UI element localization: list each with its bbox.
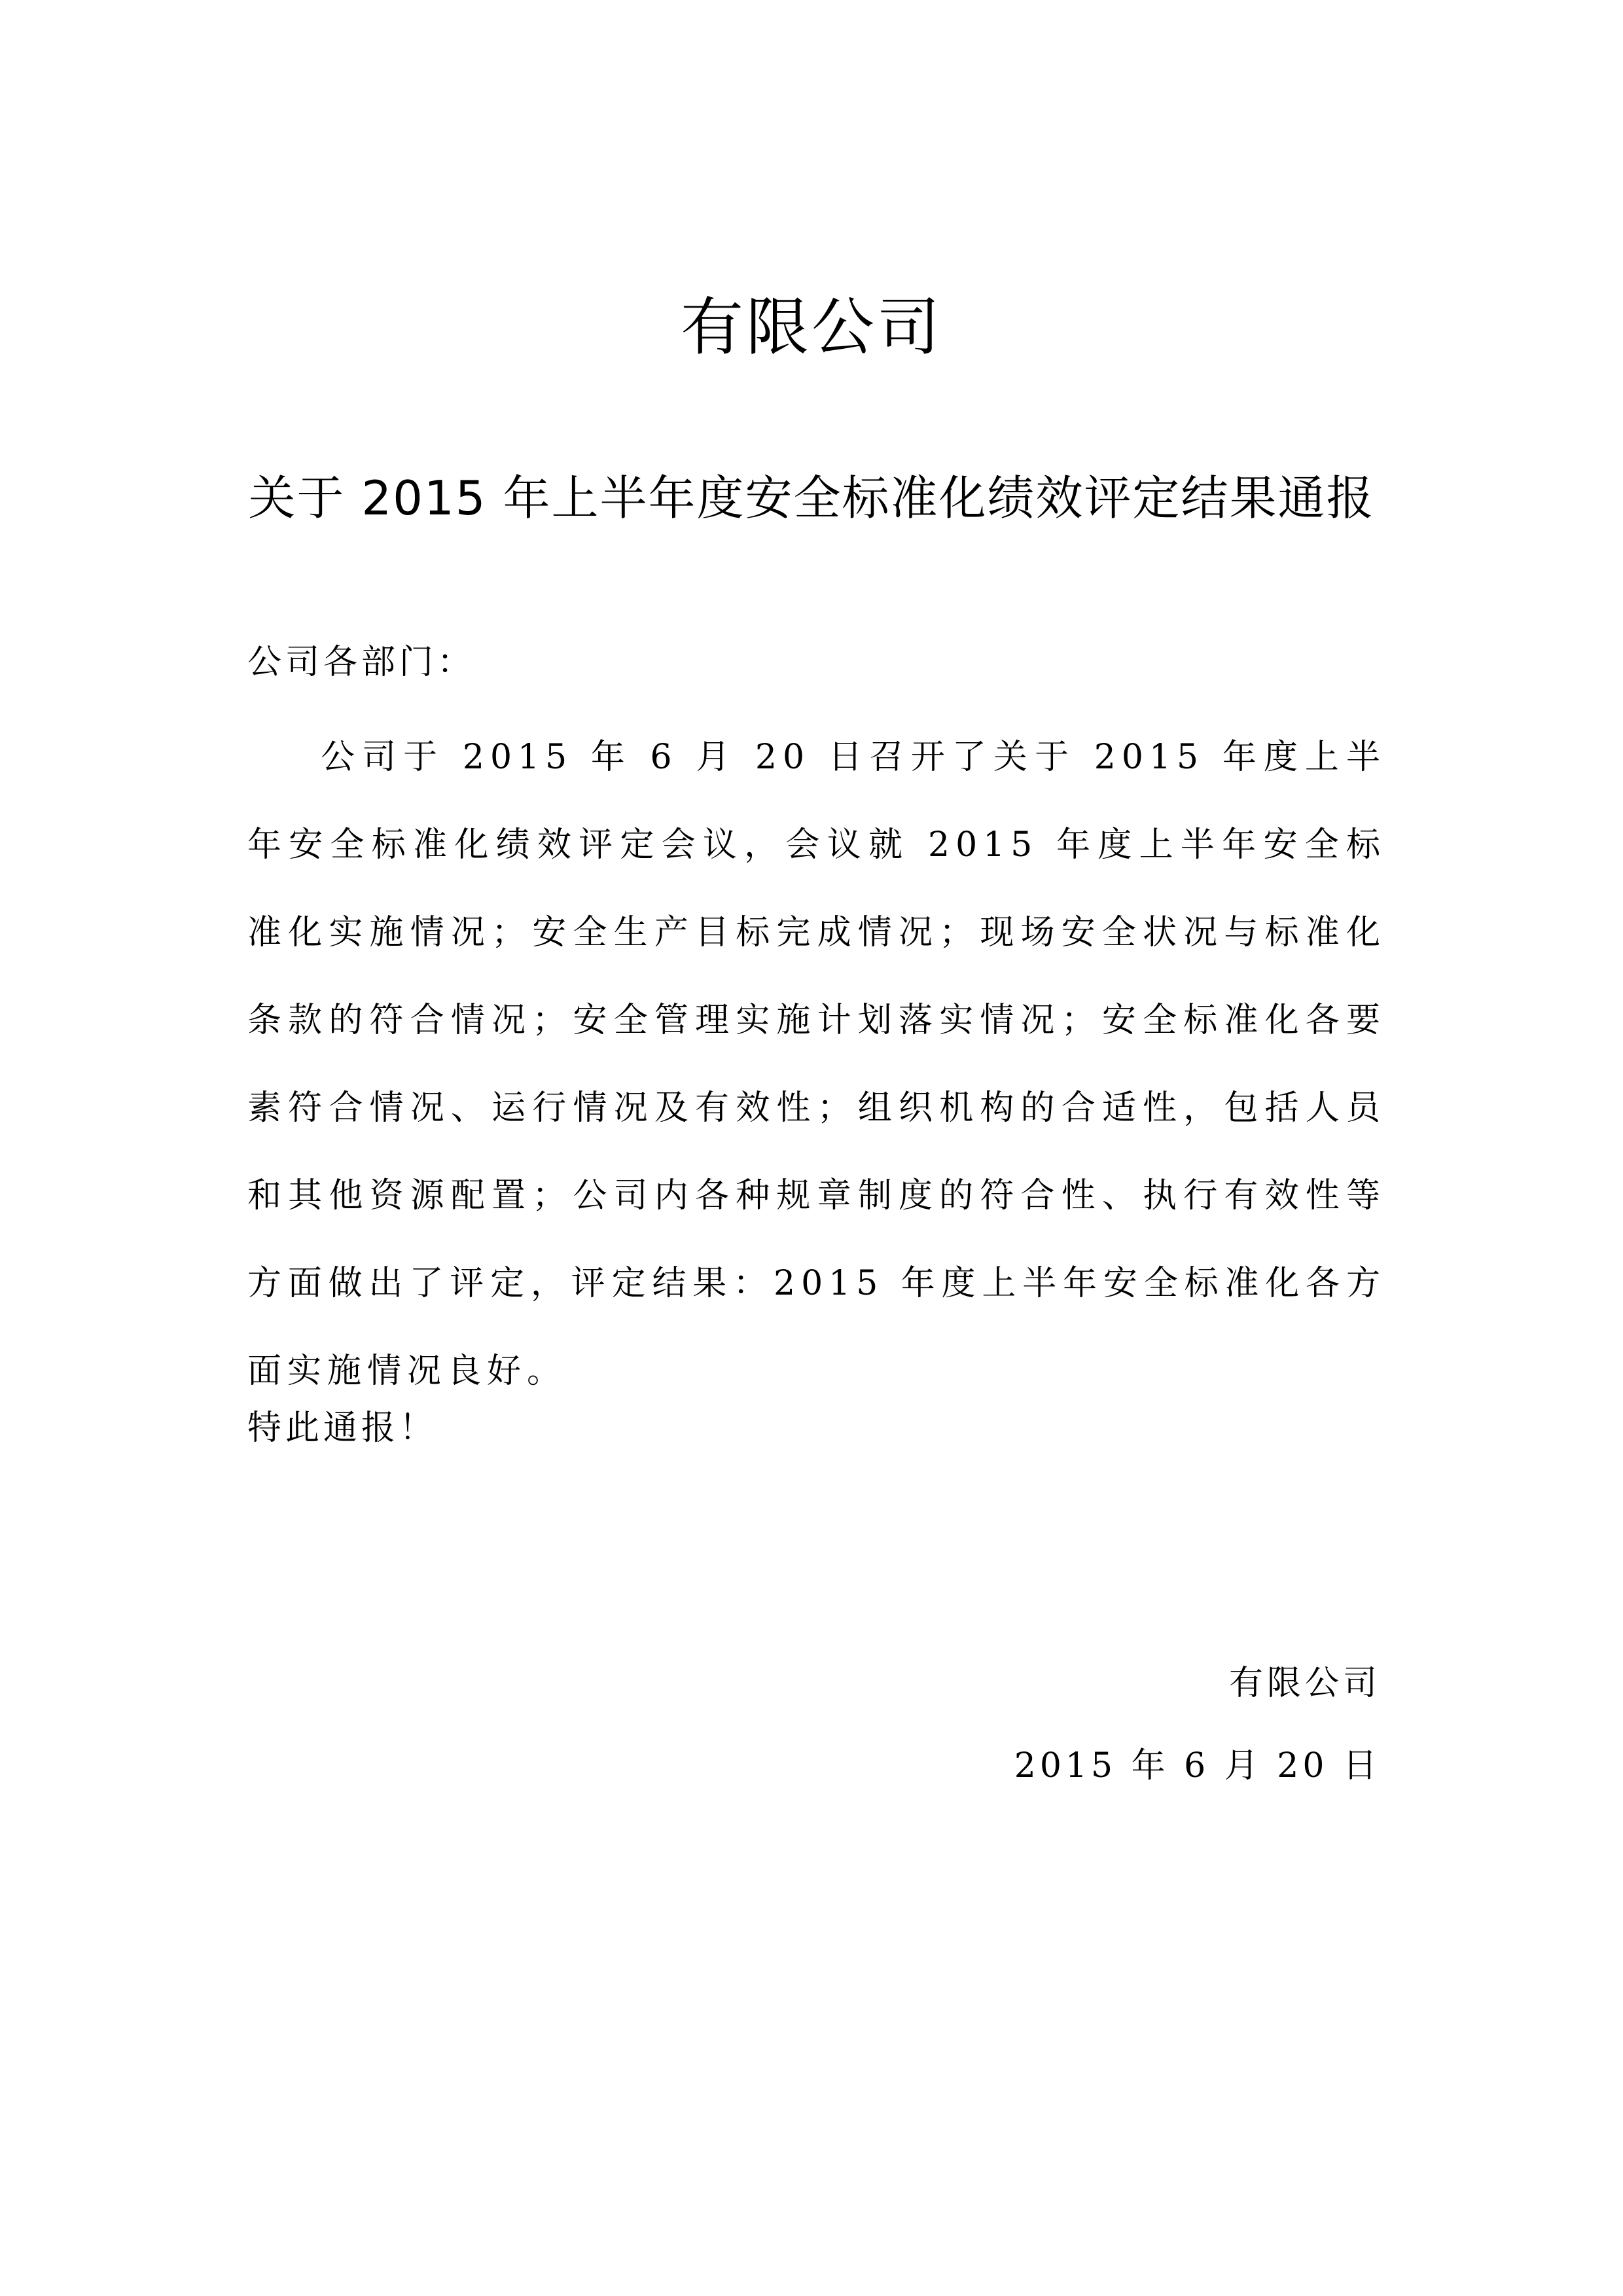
document-title: 关于 2015 年上半年度安全标准化绩效评定结果通报 (248, 471, 1375, 526)
signature-company: 有限公司 (1228, 1664, 1381, 1703)
body-paragraph: 公司于 2015 年 6 月 20 日召开了关于 2015 年度上半年安全标准化绩效评定会议，会议就 2015 年度上半年安全标准化实施情况；安全生产目标完成情况；现场安全状况与标准化条款的符合情况；安全管理实施计划落实情况；安全标准化各要素符合情况、运行情况及有效性；组织机构的合适性，包括人员和其他资源配置；公司内各种规章制度的符合性、执行有效性等方面做出了评定，评定结果：2015 年度上半年安全标准化各方面实施情况良好。 (247, 738, 1386, 1391)
signature-date: 2015 年 6 月 20 日 (1014, 1746, 1381, 1785)
salutation: 公司各部门： (247, 643, 476, 682)
company-title: 有限公司 (681, 291, 942, 364)
closing-line: 特此通报！ (247, 1408, 438, 1448)
signature-block (1014, 1649, 1381, 1800)
